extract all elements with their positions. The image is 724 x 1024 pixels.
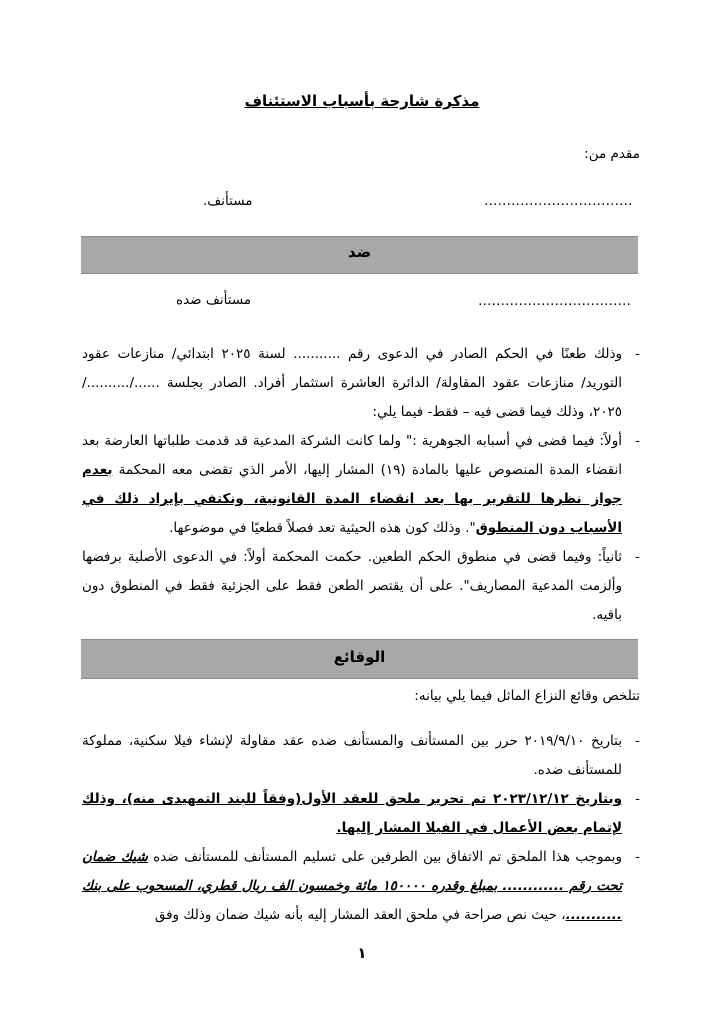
respondent-role: مستأنف ضده xyxy=(176,292,252,308)
bullet-dash: - xyxy=(635,346,640,362)
facts-intro: تتلخص وقائع النزاع الماثل فيما يلي بيانه: xyxy=(414,688,640,704)
fact-text-3-tail: ، حيث نص صراحة في ملحق العقد المشار إليه بأنه شيك ضمان وذلك وفق xyxy=(154,907,566,923)
appellant-role: مستأنف. xyxy=(203,193,253,209)
document-title: مذكرة شارحة بأسباب الاستئناف xyxy=(244,92,480,110)
ground-text-2: أولاً: فيما قضى في أسبابه الجوهرية :" ولما كانت الشركة المدعية قد قدمت طلباتها العارضة بعد انقضاء المدة المنصوص عليها بالمادة (١٩) المشار إليها، الأمر الذي تقضى معه المحكمة xyxy=(82,433,622,478)
fact-text-1: بتاريخ ٢٠١٩/٩/١٠ حرر بين المستأنف والمستأنف ضده عقد مقاولة لإنشاء فيلا سكنية، مملوكة للمستأنف ضده. xyxy=(82,733,622,778)
list-item xyxy=(82,785,640,843)
facts-band: الوقائع xyxy=(81,639,638,679)
ground-text-1: وذلك طعنًا في الحكم الصادر في الدعوى رقم ........... لسنة ٢٠٢٥ ابتدائي/ منازعات عقود التوريد/ منازعات عقود المقاولة/ الدائرة العاشرة استثمار أفراد. الصادر بجلسة ....../........../٢٠٢٥، وذلك فيما قضى فيه – فقط- فيما يلي: xyxy=(82,346,622,420)
grounds-list xyxy=(82,340,640,630)
list-item xyxy=(82,727,640,785)
presenter-label: مقدم من: xyxy=(584,146,640,162)
list-item xyxy=(82,543,640,630)
ground-text-2-tail: ". وذلك كون هذه الحيثية تعد فصلاً قطعيًا في موضوعها. xyxy=(169,520,476,536)
facts-list xyxy=(82,727,640,930)
fact-text-3: وبموجب هذا الملحق تم الاتفاق بين الطرفين على تسليم المستأنف للمستأنف ضده xyxy=(147,849,622,865)
list-item xyxy=(82,340,640,427)
bullet-dash: - xyxy=(635,849,640,865)
ground-text-3: ثانياً: وفيما قضى في منطوق الحكم الطعين. حكمت المحكمة أولاً: في الدعوى الأصلية برفضها وألزمت المدعية المصاريف". على أن يقتصر الطعن فقط على الجزئية فقط في المنطوق دون باقيه. xyxy=(82,549,622,623)
list-item xyxy=(82,427,640,543)
fact-text-2: وبتاريخ ٢٠٢٣/١٢/١٢ تم تحرير ملحق للعقد الأول(وفقاً للبند التمهيدى منه)، وذلك لإتمام بعض الأعمال في الفيلا المشار إليها. xyxy=(82,791,623,836)
list-item xyxy=(82,843,640,930)
bullet-dash: - xyxy=(635,433,640,449)
versus-band: ضد xyxy=(81,236,638,274)
ground-text-2-emphasis: بعدم جواز نظرها للتقرير بها بعد انقضاء المدة القانونية، ونكتفي بإيراد ذلك في الأسباب دون المنطوق xyxy=(82,462,622,536)
bullet-dash: - xyxy=(635,549,640,565)
appellant-name-placeholder: …………………………… xyxy=(484,193,633,209)
page-number: ١ xyxy=(357,944,367,962)
bullet-dash: - xyxy=(635,733,640,749)
fact-text-3-emphasis: شيك ضمان تحت رقم ............ بمبلغ وقدره ١٥٠٠٠٠ مائة وخمسون الف ريال قطري، المسحوب على بنك ........... xyxy=(82,849,623,923)
bullet-dash: - xyxy=(635,791,640,807)
respondent-name-placeholder: ……………………………. xyxy=(478,293,631,309)
